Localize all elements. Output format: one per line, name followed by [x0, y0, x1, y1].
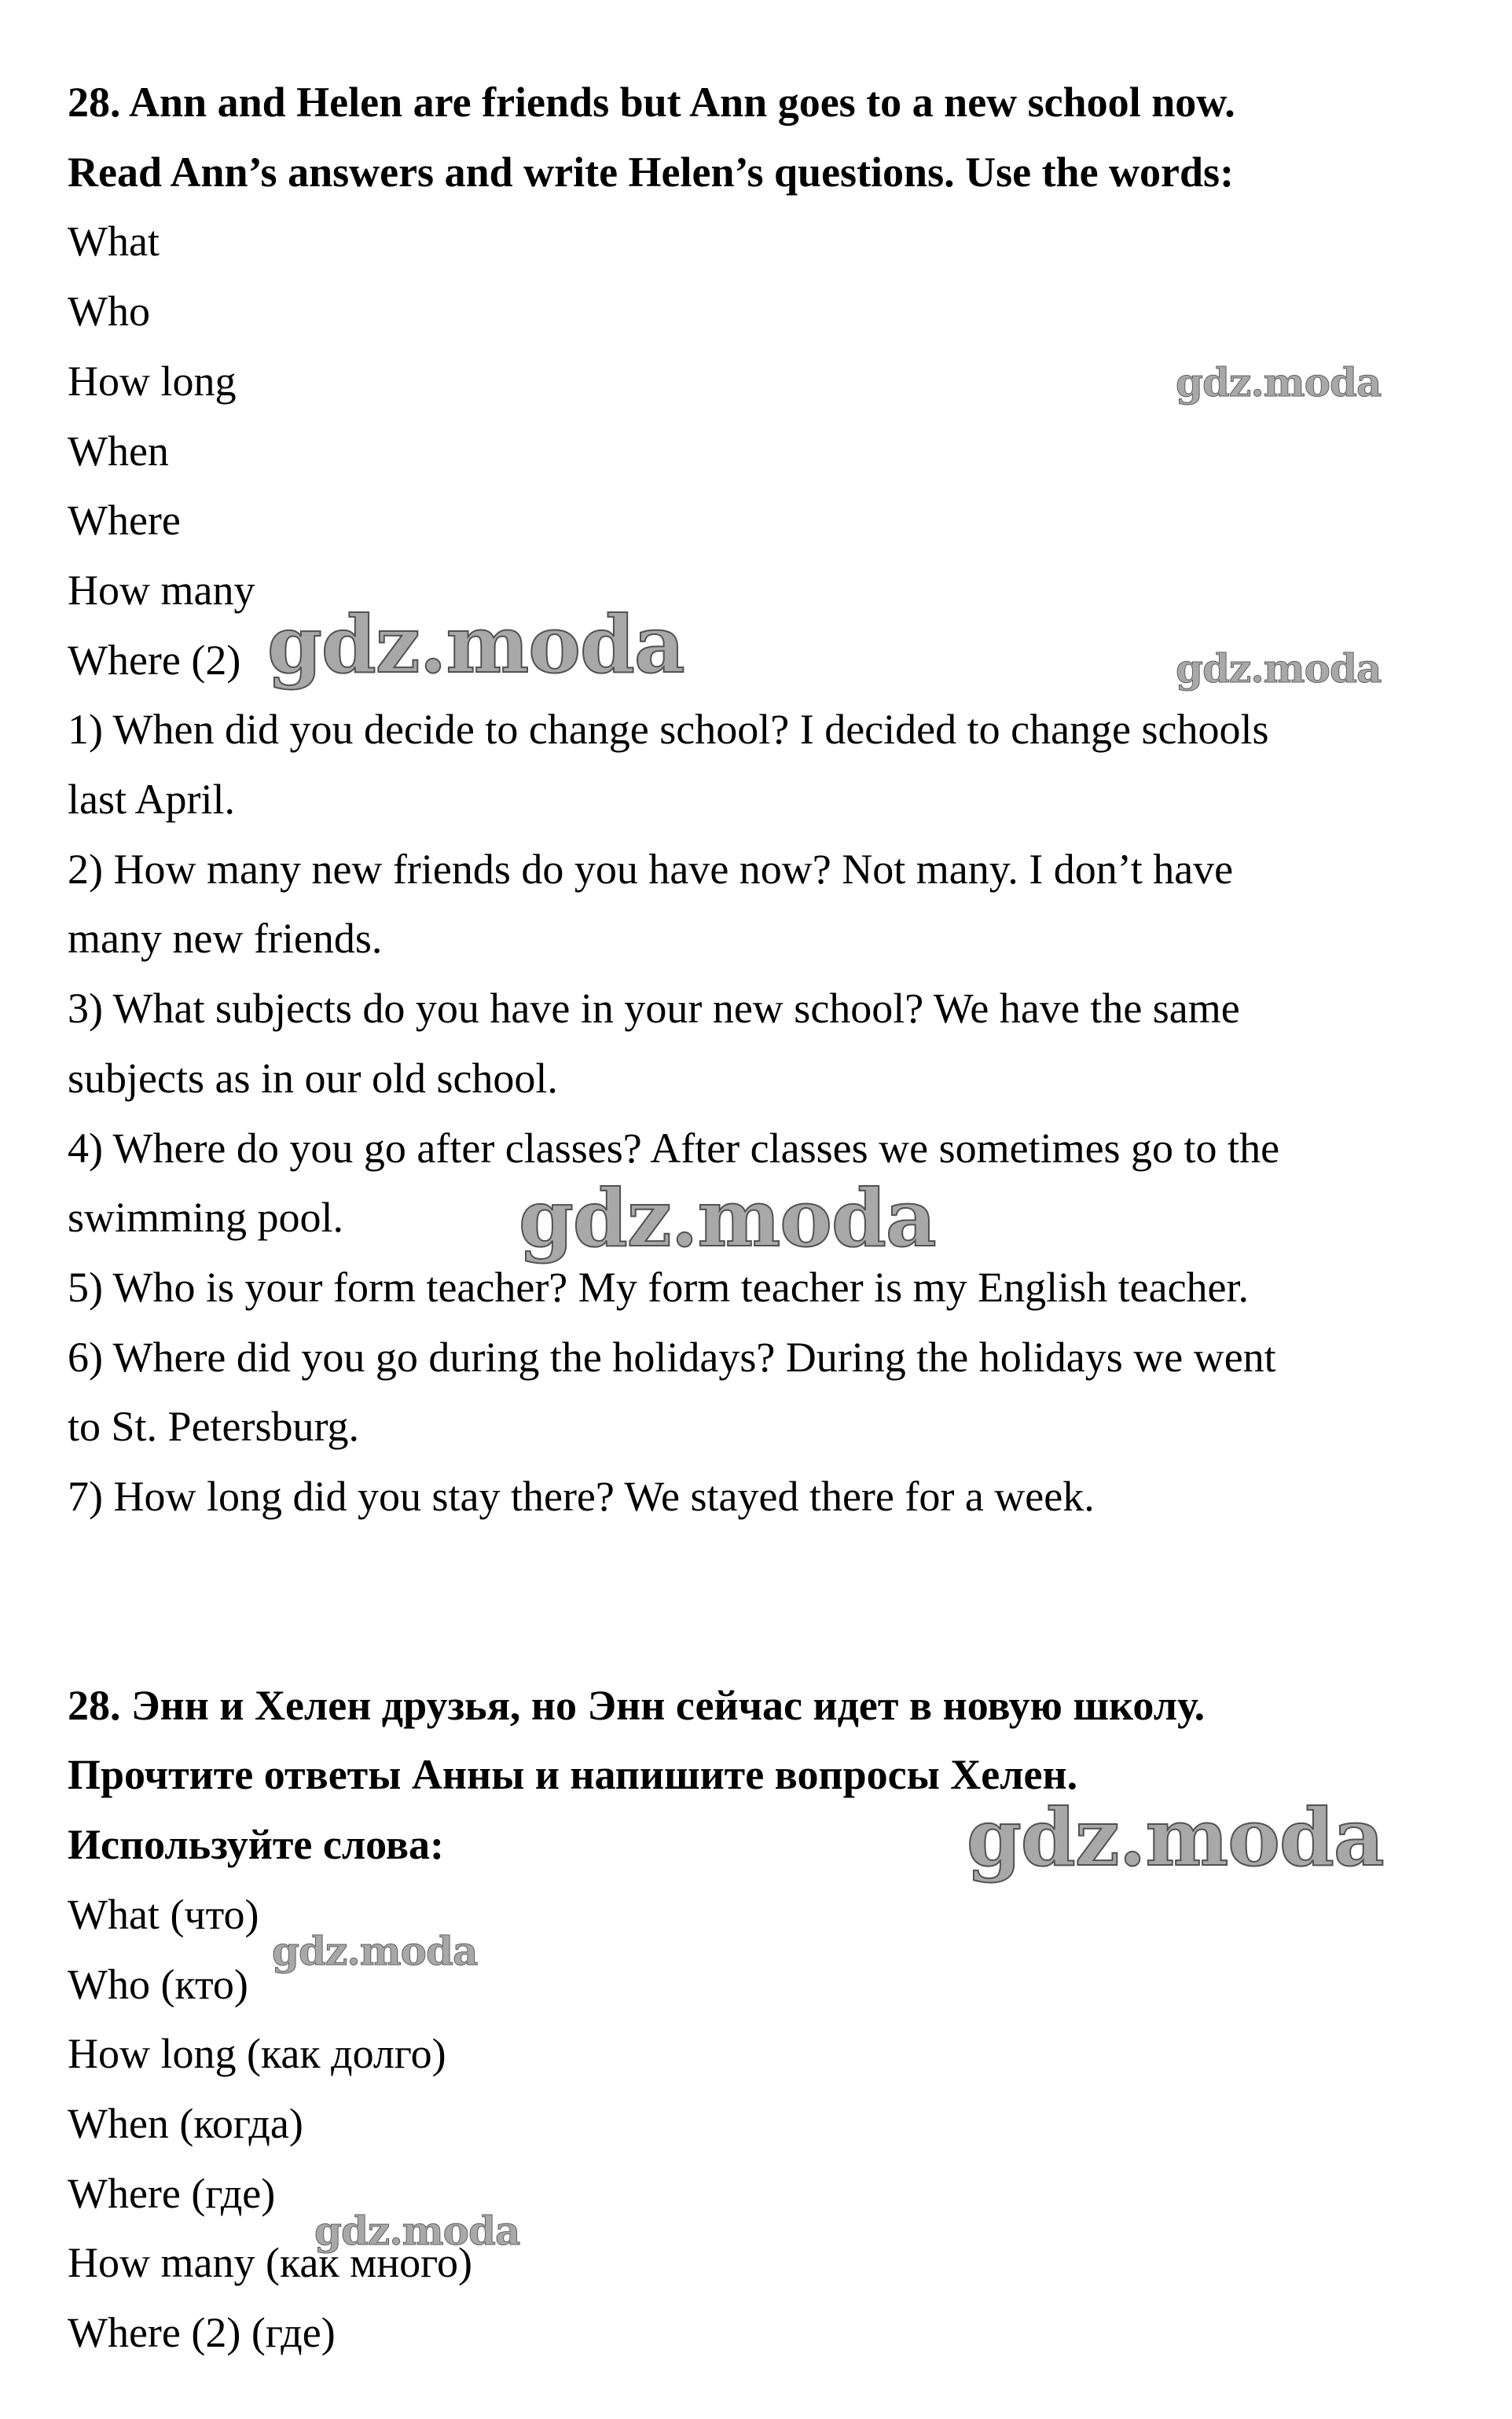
answer-line: swimming pool.: [68, 1194, 344, 1242]
watermark: gdz.moda: [967, 1791, 1384, 1884]
ru-word-item: How many (как много): [68, 2239, 472, 2287]
ru-exercise-instruction: Прочтите ответы Анны и напишите вопросы Хелен.: [68, 1751, 1078, 1799]
watermark: gdz.moda: [272, 1928, 478, 1974]
answer-line: to St. Petersburg.: [68, 1403, 360, 1451]
watermark: gdz.moda: [519, 1172, 936, 1265]
answer-line: subjects as in our old school.: [68, 1054, 558, 1102]
answer-line: 5) Who is your form teacher? My form teacher is my English teacher.: [68, 1263, 1250, 1311]
word-item: When: [68, 427, 169, 475]
spacer: [68, 1532, 1451, 1671]
ru-word-item: Where (где): [68, 2169, 276, 2217]
exercise-instruction: Read Ann’s answers and write Helen’s questions. Use the words:: [68, 148, 1235, 196]
watermark: gdz.moda: [314, 2208, 520, 2254]
word-item: How many: [68, 566, 255, 614]
word-item: What: [68, 218, 160, 266]
ru-word-item: What (что): [68, 1890, 259, 1938]
ru-use-words: Используйте слова:: [68, 1821, 444, 1869]
watermark: gdz.moda: [267, 598, 684, 691]
answer-line: many new friends.: [68, 915, 383, 963]
exercise-heading: 28. Ann and Helen are friends but Ann goes to a new school now.: [68, 79, 1235, 126]
ru-word-item: When (когда): [68, 2099, 303, 2147]
ru-word-item: How long (как долго): [68, 2030, 446, 2078]
answer-line: 7) How long did you stay there? We stayed there for a week.: [68, 1473, 1095, 1521]
watermark: gdz.moda: [1176, 359, 1382, 406]
answer-line: 2) How many new friends do you have now? Not many. I don’t have: [68, 845, 1234, 893]
answer-line: 1) When did you decide to change school? I decided to change schools: [68, 706, 1269, 754]
answer-line: 3) What subjects do you have in your new school? We have the same: [68, 985, 1240, 1033]
watermark: gdz.moda: [1176, 645, 1382, 692]
word-item: Where (2): [68, 636, 241, 684]
word-item: How long: [68, 357, 237, 405]
ru-word-item: Who (кто): [68, 1960, 248, 2008]
word-item: Who: [68, 288, 150, 336]
answer-line: last April.: [68, 776, 235, 824]
word-item: Where: [68, 497, 181, 545]
ru-word-item: Where (2) (где): [68, 2309, 336, 2357]
answer-line: 4) Where do you go after classes? After classes we sometimes go to the: [68, 1124, 1280, 1172]
ru-exercise-heading: 28. Энн и Хелен друзья, но Энн сейчас идет в новую школу.: [68, 1681, 1206, 1729]
answer-line: 6) Where did you go during the holidays? During the holidays we went: [68, 1333, 1276, 1381]
